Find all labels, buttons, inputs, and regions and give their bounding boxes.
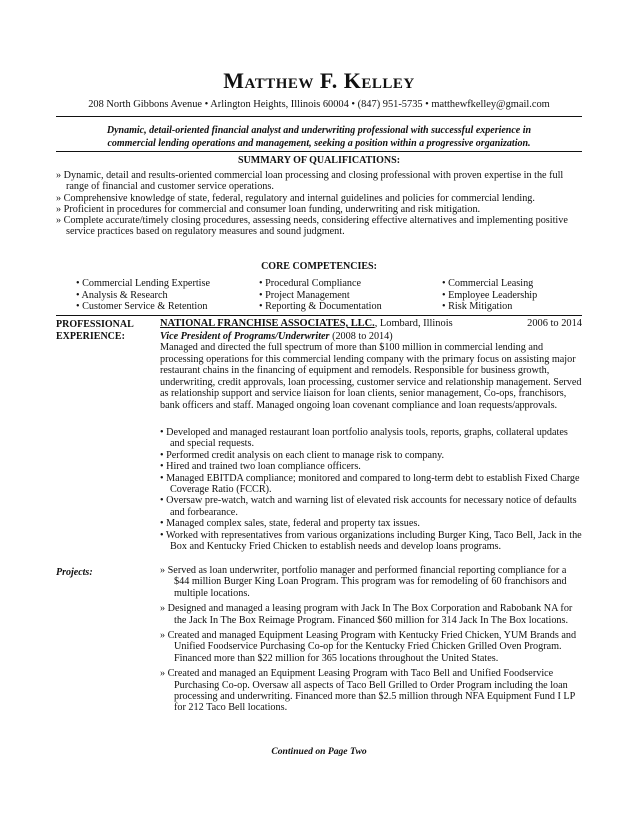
summary-list	[56, 170, 586, 238]
competencies-column-1	[76, 278, 210, 313]
summary-item: » Dynamic, detail and results-oriented commercial loan processing and closing professional with proven expertise in the full range of financial and customer service operations.	[56, 170, 564, 193]
contact-line: 208 North Gibbons Avenue • Arlington Heights, Illinois 60004 • (847) 951-5735 • matthewfkelley@gmail.com	[88, 99, 550, 110]
continued-note: Continued on Page Two	[271, 746, 367, 757]
company-location: , Lombard, Illinois	[374, 318, 453, 329]
top-rule	[56, 116, 582, 117]
competencies-column-3	[442, 278, 537, 313]
competencies-heading: CORE COMPETENCIES:	[261, 261, 377, 272]
job-summary: Managed and directed the full spectrum of more than $100 million in commercial lending and processing operations for this commercial lending company with the primary focus on assisting major restaurant chains in the financing of equipment and remodels. Responsible for business growth, underwriting, credit approvals, loan processing, customer service and relationship management. Served as relationship support and service liaison for loan clients, senior management, Co-ops, franchisors, bank officers and staff. Managed ongoing loan covenant compliance and loan requests/approvals.	[160, 342, 582, 411]
duty-item: • Developed and managed restaurant loan portfolio analysis tools, reports, graphs, collateral updates and special requests.	[160, 427, 568, 450]
competency-item: • Commercial Leasing	[442, 278, 534, 289]
employer-line	[160, 318, 453, 329]
summary-item: » Proficient in procedures for commercial and consumer loan funding, underwriting and risk mitigation.	[56, 203, 481, 215]
competency-item: • Employee Leadership	[442, 289, 538, 301]
project-item: » Served as loan underwriter, portfolio manager and performed financial reporting compliance for a $44 million Burger King Loan Program. This program was for remodeling of 60 franchisors and multiple locations.	[160, 565, 567, 599]
experience-label-line: PROFESSIONAL	[56, 319, 134, 330]
experience-rule	[56, 315, 582, 316]
competency-item: • Customer Service & Retention	[76, 301, 208, 312]
duty-item: • Performed credit analysis on each client to manage risk to company.	[160, 449, 445, 461]
experience-label-line: EXPERIENCE:	[56, 331, 125, 342]
project-item: » Created and managed an Equipment Leasing Program with Taco Bell and Unified Foodservice Purchasing Co-op. Oversaw all aspects of Taco Bell Grilled to Order Program including the loan processing and underwriting. Financed more than $2.5 million through NFA Equipment Fund I LP for 212 Taco Bell locations.	[160, 668, 575, 714]
job-duties-list	[160, 427, 584, 552]
competency-item: • Commercial Lending Expertise	[76, 278, 210, 289]
duty-item: • Managed EBITDA compliance; monitored and compared to long-term debt to establish Fixed Charge Coverage Ratio (FCCR).	[160, 472, 580, 496]
candidate-name: Matthew F. Kelley	[223, 68, 415, 93]
competency-item: • Analysis & Research	[76, 289, 168, 301]
experience-label	[56, 319, 134, 343]
project-item: » Created and managed Equipment Leasing Program with Kentucky Fried Chicken, YUM Brands and Unified Foodservice Purchasing Co-op for the Kentucky Fried Chicken Grilled Oven Program. Financed more than $22 million for 365 locations throughout the United States.	[160, 630, 577, 664]
projects-label: Projects:	[56, 567, 93, 578]
objective-statement	[60, 125, 578, 150]
job-title-years: (2008 to 2014)	[329, 331, 393, 342]
projects-list	[160, 565, 584, 718]
summary-heading: SUMMARY OF QUALIFICATIONS:	[237, 155, 401, 166]
competency-item: • Risk Mitigation	[442, 301, 513, 312]
duty-item: • Managed complex sales, state, federal and property tax issues.	[160, 518, 420, 530]
summary-item: » Complete accurate/timely closing procedures, assessing needs, considering effective alternatives and implementing positive service practices based on regulatory measures and sound judgment.	[56, 215, 568, 238]
objective-line: Dynamic, detail-oriented financial analyst and underwriting professional with successful experience in	[106, 125, 532, 136]
duty-item: • Worked with representatives from various organizations including Burger King, Taco Bell, Jack in the Box and Kentucky Fried Chicken to establish needs and develop loans programs.	[160, 529, 582, 553]
competency-item: • Procedural Compliance	[259, 278, 362, 289]
job-title-line	[160, 331, 393, 342]
company-name: NATIONAL FRANCHISE ASSOCIATES, LLC.	[160, 318, 375, 329]
project-item: » Designed and managed a leasing program with Jack In The Box Corporation and Rabobank NA for the Jack In The Box Reimage Program. Financed $60 million for 314 Jack In The Box locations.	[160, 603, 573, 626]
competency-item: • Reporting & Documentation	[259, 301, 382, 312]
competencies-column-2	[259, 278, 382, 313]
duty-item: • Oversaw pre-watch, watch and warning list of elevated risk accounts for necessary notice of defaults and forbearance.	[160, 495, 577, 518]
objective-rule	[56, 151, 582, 152]
duty-item: • Hired and trained two loan compliance officers.	[160, 461, 361, 473]
objective-line: commercial lending operations and management, seeking a position within a progressive organization.	[107, 137, 531, 149]
summary-item: » Comprehensive knowledge of state, federal, regulatory and internal guidelines and policies for commercial lending.	[56, 192, 535, 204]
competency-item: • Project Management	[259, 289, 350, 301]
employment-dates: 2006 to 2014	[527, 318, 582, 329]
job-title: Vice President of Programs/Underwriter	[160, 331, 330, 342]
